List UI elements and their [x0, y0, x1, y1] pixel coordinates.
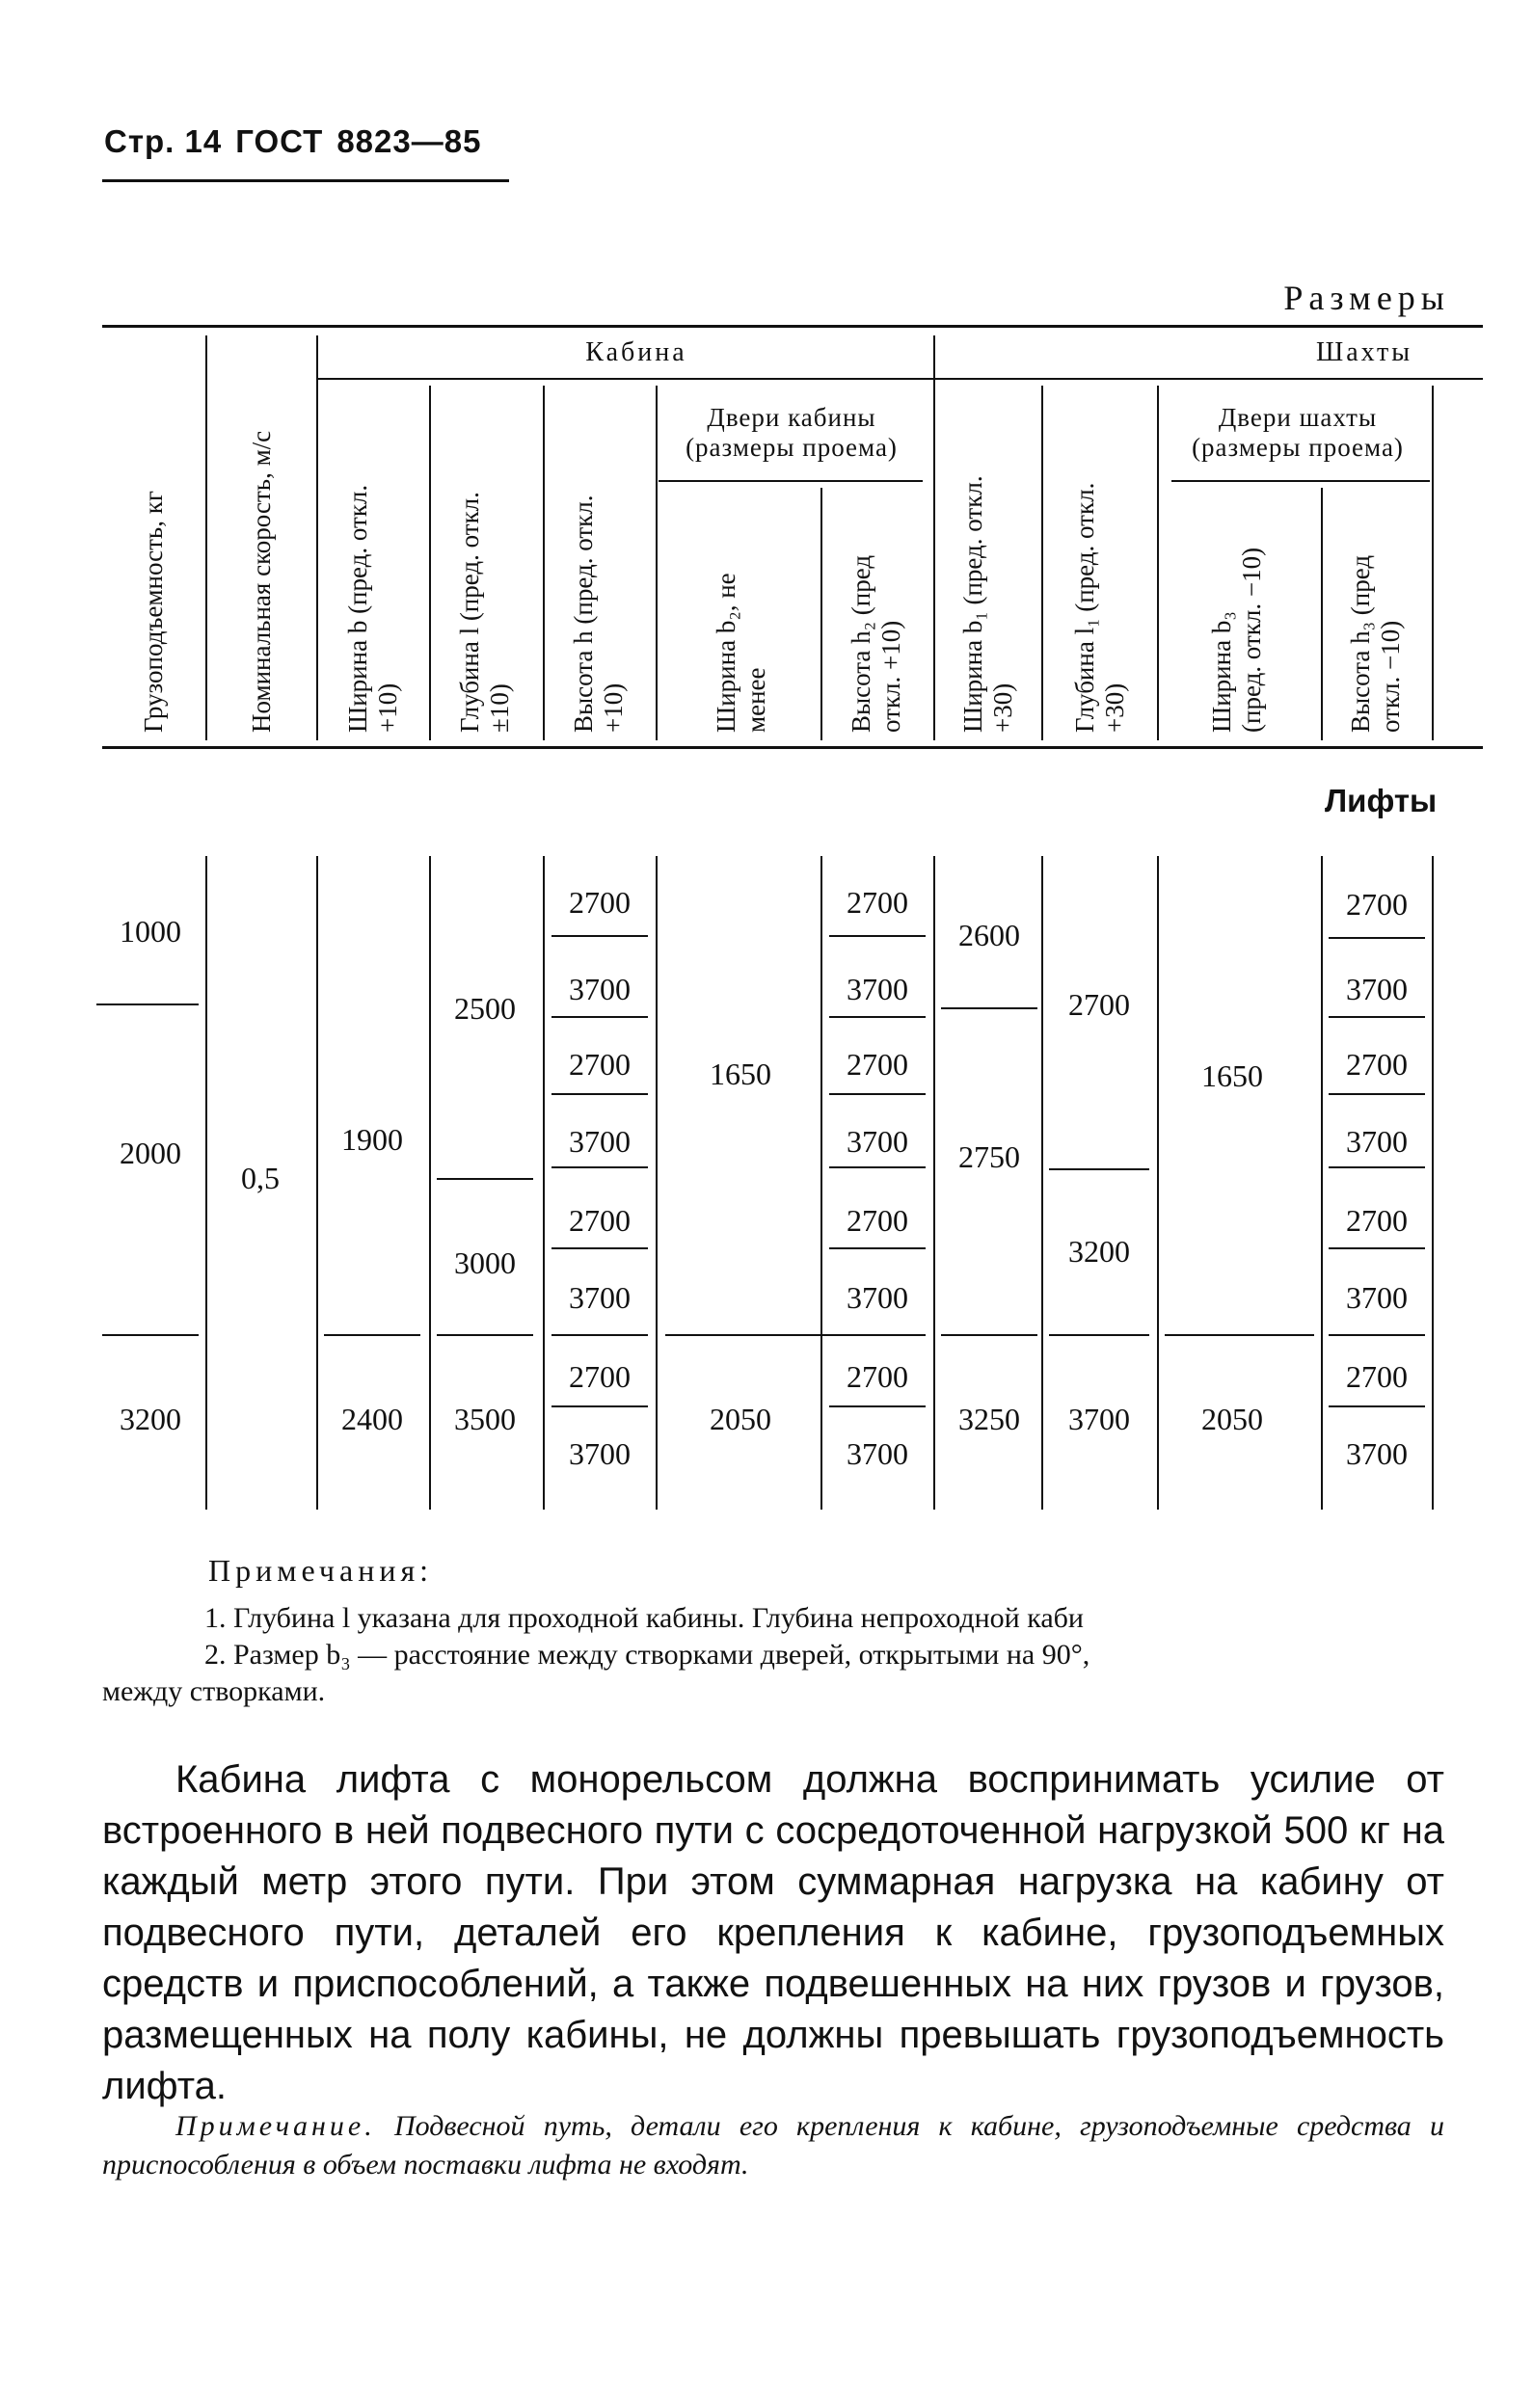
- cabin-height-cell: 3700: [569, 972, 631, 1006]
- shaft-door-height-cell: 2700: [1346, 1359, 1408, 1394]
- standard-number: 8823—85: [336, 123, 482, 159]
- standard-label: ГОСТ: [235, 123, 324, 159]
- capacity-cell: 2000: [120, 1136, 181, 1170]
- cabin-depth-cell: 3500: [454, 1402, 516, 1436]
- cabin-door-width-header: Ширина b₂, не менее: [712, 573, 770, 733]
- cabin-door-height-cell: 3700: [847, 972, 908, 1006]
- capacity-cell: 1000: [120, 914, 181, 949]
- cabin-width-cell: 1900: [341, 1122, 403, 1157]
- cabin-door-height-cell: 3700: [847, 1436, 908, 1471]
- notes-title: Примечания:: [208, 1553, 434, 1588]
- shaft-width-cell: 2750: [958, 1139, 1020, 1174]
- section-title: Лифты: [1325, 783, 1438, 818]
- cabin-depth-cell: 2500: [454, 991, 516, 1026]
- cabin-depth-cell: 3000: [454, 1245, 516, 1280]
- cabin-door-width-cell: 2050: [710, 1402, 771, 1436]
- cabin-group-header: Кабина: [585, 337, 687, 367]
- cabin-width-cell: 2400: [341, 1402, 403, 1436]
- shaft-depth-cell: 3200: [1068, 1234, 1130, 1269]
- speed-cell: 0,5: [241, 1161, 280, 1195]
- shaft-door-width-header: Ширина b₃ (пред. откл. −10): [1207, 547, 1266, 733]
- shaft-door-width-cell: 1650: [1201, 1058, 1263, 1093]
- header-rule: [102, 179, 509, 182]
- final-note-text: Подвесной путь, детали его крепления к кабине, грузоподъемные средства и приспособления в объем поставки лифта не входят.: [102, 2110, 1445, 2181]
- shaft-door-height-cell: 2700: [1346, 1047, 1408, 1082]
- cabin-height-cell: 3700: [569, 1436, 631, 1471]
- shaft-doors-header: Двери шахты (размеры проема): [1192, 403, 1404, 462]
- shaft-group-header: Шахты: [1315, 337, 1413, 367]
- cabin-door-height-header: Высота h₂ (пред откл. +10): [847, 554, 905, 733]
- cabin-height-cell: 2700: [569, 885, 631, 920]
- shaft-door-width-cell: 2050: [1201, 1402, 1263, 1436]
- shaft-door-height-cell: 3700: [1346, 1436, 1408, 1471]
- shaft-depth-cell: 2700: [1068, 987, 1130, 1022]
- cabin-door-height-cell: 2700: [847, 885, 908, 920]
- cabin-height-cell: 3700: [569, 1124, 631, 1159]
- cabin-door-height-cell: 3700: [847, 1280, 908, 1315]
- page-header: [104, 123, 481, 160]
- speed-column-header: Номинальная скорость, м/с: [247, 430, 276, 733]
- shaft-width-header: Ширина b₁ (пред. откл. +30): [958, 475, 1017, 733]
- cabin-door-height-cell: 3700: [847, 1124, 908, 1159]
- shaft-depth-cell: 3700: [1068, 1402, 1130, 1436]
- capacity-cell: 3200: [120, 1402, 181, 1436]
- shaft-door-height-cell: 3700: [1346, 1124, 1408, 1159]
- cabin-door-height-cell: 2700: [847, 1047, 908, 1082]
- shaft-door-height-cell: 3700: [1346, 1280, 1408, 1315]
- cabin-door-height-cell: 2700: [847, 1203, 908, 1238]
- cabin-height-cell: 2700: [569, 1047, 631, 1082]
- note-2: 2. Размер b₃ — расстояние между створками дверей, открытыми на 90°,: [204, 1639, 1090, 1671]
- body-paragraph: [102, 1754, 1444, 2112]
- note-2-continued: между створками.: [102, 1675, 326, 1707]
- cabin-depth-header: Глубина l (пред. откл. ±10): [455, 492, 514, 733]
- sizes-title: Размеры: [1283, 279, 1450, 317]
- shaft-door-height-header: Высота h₃ (пред откл. −10): [1346, 554, 1405, 733]
- shaft-width-cell: 2600: [958, 918, 1020, 952]
- shaft-width-cell: 3250: [958, 1402, 1020, 1436]
- note-1: 1. Глубина l указана для проходной кабины. Глубина непроходной каби: [204, 1602, 1084, 1634]
- table-notes: [102, 1552, 1444, 1710]
- body-paragraph-text: Кабина лифта с монорельсом должна воспринимать усилие от встроенного в ней подвесного пути с сосредоточенной нагрузкой 500 кг на каждый метр этого пути. При этом суммарная нагрузка на кабину от подвесного пути, деталей его крепления к кабине, грузоподъемных средств и приспособлений, а также подвешенных на них грузов и грузов, размещенных на полу кабины, не должны превышать грузоподъемность лифта.: [102, 1758, 1444, 2107]
- cabin-width-header: Ширина b (пред. откл. +10): [343, 484, 402, 733]
- cabin-door-width-cell: 1650: [710, 1057, 771, 1091]
- cabin-height-cell: 2700: [569, 1359, 631, 1394]
- final-note-label: Примечание.: [175, 2110, 376, 2142]
- cabin-height-cell: 2700: [569, 1203, 631, 1238]
- final-note: [102, 2107, 1444, 2184]
- capacity-column-header: Грузоподъемность, кг: [139, 491, 168, 733]
- shaft-door-height-cell: 3700: [1346, 972, 1408, 1006]
- cabin-height-header: Высота h (пред. откл. +10): [569, 495, 628, 733]
- page-number: Стр. 14: [104, 123, 223, 159]
- shaft-door-height-cell: 2700: [1346, 887, 1408, 922]
- cabin-door-height-cell: 2700: [847, 1359, 908, 1394]
- cabin-height-cell: 3700: [569, 1280, 631, 1315]
- shaft-depth-header: Глубина l₁ (пред. откл. +30): [1070, 482, 1129, 733]
- cabin-doors-header: Двери кабины (размеры проема): [686, 403, 898, 462]
- shaft-door-height-cell: 2700: [1346, 1203, 1408, 1238]
